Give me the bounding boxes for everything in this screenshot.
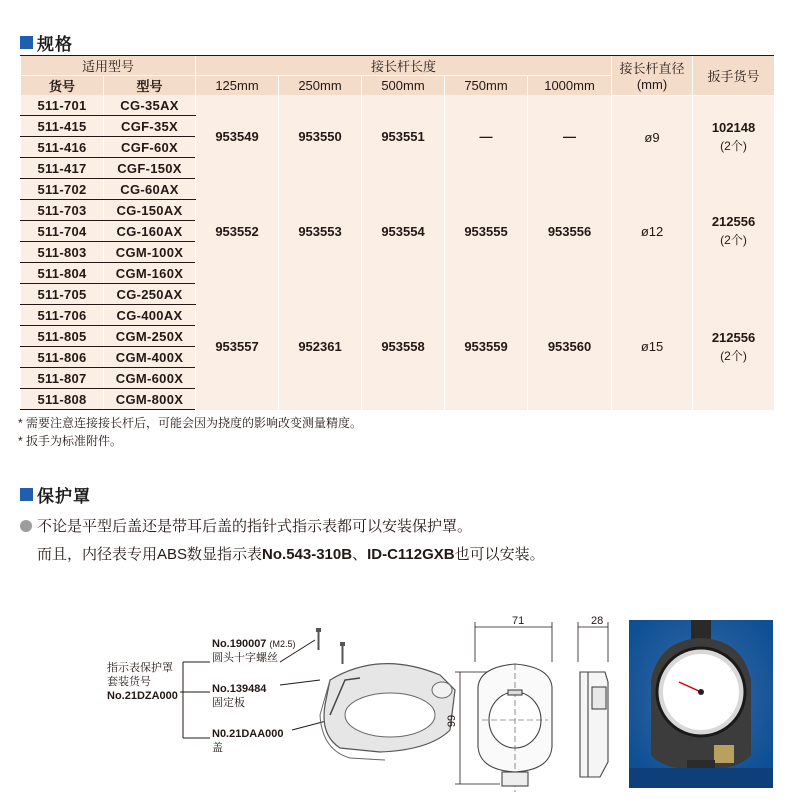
article-no-cell: 511-806: [21, 347, 104, 368]
model-cell: CG-400AX: [104, 305, 196, 326]
plate-no: No.139484: [212, 683, 267, 695]
model-no-543: No.543-310B: [262, 546, 353, 563]
model-no-idc: ID-C112GXB: [367, 546, 455, 563]
extension-rod-no-cell: 953558: [362, 284, 445, 410]
extension-rod-no-cell: 952361: [279, 284, 362, 410]
heading-square-icon: [20, 488, 33, 501]
cover-description-line2: [37, 543, 545, 564]
extension-rod-no-cell: 953557: [196, 284, 279, 410]
extension-rod-no-cell: 953552: [196, 179, 279, 284]
wrench-no: 212556: [711, 329, 756, 345]
extension-rod-no-cell: 953559: [445, 284, 528, 410]
set-label-no: No.21DZA000: [107, 690, 178, 702]
dial-gauge-photo-icon: [629, 620, 773, 788]
side-view-icon: [580, 672, 608, 777]
extension-rod-no-cell: 953551: [362, 95, 445, 179]
spec-table-body: [21, 95, 775, 410]
wrench-no: 212556: [711, 214, 756, 229]
screw-icon: [316, 628, 345, 664]
model-cell: CGF-35X: [104, 116, 196, 137]
article-no-cell: 511-807: [21, 368, 104, 389]
rod-diameter-header: [612, 56, 693, 95]
extension-rod-no-cell: 953553: [279, 179, 362, 284]
cover-text: 而且，内径表专用ABS数显指示表: [37, 546, 263, 563]
wrench-cell: [693, 179, 775, 284]
article-no-cell: 511-808: [21, 389, 104, 410]
wrench-qty: (2个): [720, 139, 747, 153]
screw-no: No.190007: [212, 638, 267, 650]
cover-body-icon: [320, 664, 455, 760]
set-label-line2: 套装货号: [107, 676, 151, 688]
wrench-qty: (2个): [720, 233, 747, 247]
article-no-cell: 511-701: [21, 95, 104, 116]
article-no-cell: 511-705: [21, 284, 104, 305]
extension-rod-no-cell: 953560: [528, 284, 612, 410]
extension-rod-no-cell: —: [528, 95, 612, 179]
article-no-cell: 511-706: [21, 305, 104, 326]
extension-rod-no-cell: 953555: [445, 179, 528, 284]
rod-diameter-unit: (mm): [636, 77, 668, 93]
spec-table: [20, 56, 775, 410]
article-no-cell: 511-704: [21, 221, 104, 242]
length-header: 500mm: [362, 76, 445, 96]
table-row: [21, 284, 775, 305]
article-no-header: 货号: [21, 76, 104, 96]
article-no-cell: 511-702: [21, 179, 104, 200]
model-cell: CG-160AX: [104, 221, 196, 242]
wrench-no-header: 扳手货号: [693, 56, 775, 95]
spec-heading-text: 规格: [37, 35, 73, 54]
model-cell: CGF-60X: [104, 137, 196, 158]
extension-rod-no-cell: 953549: [196, 95, 279, 179]
spec-note: * 扳手为标准附件。: [18, 434, 123, 448]
model-cell: CGM-800X: [104, 389, 196, 410]
wrench-cell: [693, 95, 775, 179]
model-cell: CGF-150X: [104, 158, 196, 179]
bullet-dot-icon: [20, 520, 32, 532]
height-dimension: 99: [446, 714, 459, 728]
applicable-model-header: 适用型号: [21, 56, 196, 76]
length-header: 125mm: [196, 76, 279, 96]
article-no-cell: 511-417: [21, 158, 104, 179]
screw-name: 圆头十字螺丝: [212, 652, 278, 664]
extension-rod-no-cell: 953554: [362, 179, 445, 284]
article-no-cell: 511-416: [21, 137, 104, 158]
dimension-drawing: [440, 612, 625, 802]
lid-name: 盖: [212, 742, 223, 754]
article-no-cell: 511-805: [21, 326, 104, 347]
width-dimension: 71: [512, 615, 525, 627]
lid-no: N0.21DAA000: [212, 728, 284, 740]
model-cell: CG-250AX: [104, 284, 196, 305]
model-header: 型号: [104, 76, 196, 96]
cover-text: 也可以安装。: [454, 546, 545, 563]
model-cell: CGM-160X: [104, 263, 196, 284]
cover-section-heading: [20, 482, 91, 507]
model-cell: CG-35AX: [104, 95, 196, 116]
model-cell: CG-150AX: [104, 200, 196, 221]
cover-text: 不论是平型后盖还是带耳后盖的指针式指示表都可以安装保护罩。: [37, 518, 473, 535]
front-view-icon: [478, 664, 552, 792]
wrench-cell: [693, 284, 775, 410]
product-photo: [629, 620, 773, 788]
model-cell: CGM-250X: [104, 326, 196, 347]
length-header: 1000mm: [528, 76, 612, 96]
article-no-cell: 511-803: [21, 242, 104, 263]
article-no-cell: 511-804: [21, 263, 104, 284]
heading-square-icon: [20, 36, 33, 49]
table-row: [21, 179, 775, 200]
rod-diameter-cell: ø15: [612, 284, 693, 410]
model-cell: CGM-100X: [104, 242, 196, 263]
wrench-no: 102148: [711, 120, 756, 135]
rod-diameter-label: 接长杆直径: [619, 61, 685, 77]
length-header: 250mm: [279, 76, 362, 96]
table-row: [21, 95, 775, 116]
model-cell: CGM-400X: [104, 347, 196, 368]
plate-name: 固定板: [212, 697, 245, 709]
rod-diameter-cell: ø9: [612, 95, 693, 179]
extension-length-header: 接长杆长度: [196, 56, 612, 76]
screw-spec: (M2.5): [269, 639, 296, 649]
exploded-view-drawing: [180, 620, 470, 800]
article-no-cell: 511-703: [21, 200, 104, 221]
spec-note: * 需要注意连接接长杆后，可能会因为挠度的影响改变测量精度。: [18, 416, 363, 430]
extension-rod-no-cell: 953550: [279, 95, 362, 179]
extension-rod-no-cell: —: [445, 95, 528, 179]
rod-diameter-cell: ø12: [612, 179, 693, 284]
set-label: [107, 661, 178, 703]
cover-description-line1: [20, 515, 472, 536]
length-header: 750mm: [445, 76, 528, 96]
model-cell: CGM-600X: [104, 368, 196, 389]
separator: 、: [352, 546, 368, 563]
article-no-cell: 511-415: [21, 116, 104, 137]
set-label-line1: 指示表保护罩: [107, 662, 173, 674]
depth-dimension: 28: [591, 615, 604, 627]
cover-heading-text: 保护罩: [37, 487, 91, 506]
spec-section-heading: [20, 30, 73, 55]
model-cell: CG-60AX: [104, 179, 196, 200]
wrench-qty: (2个): [720, 348, 747, 363]
extension-rod-no-cell: 953556: [528, 179, 612, 284]
